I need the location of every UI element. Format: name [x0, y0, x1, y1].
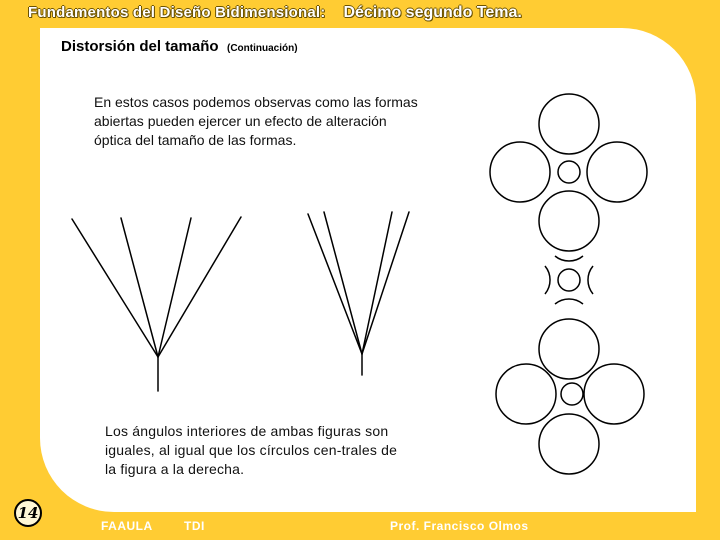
slide-title-note: (Continuación) — [226, 43, 298, 54]
footer-professor: Prof. Francisco Olmos — [390, 519, 529, 533]
arcs-figure-middle — [545, 256, 593, 304]
open-angle-figure-narrow — [308, 212, 409, 375]
circles-figure-top — [490, 94, 647, 251]
slide-title-main: Distorsión del tamaño — [61, 38, 219, 55]
footer-dept: TDI — [184, 519, 205, 533]
course-title: Fundamentos del Diseño Bidimensional: — [28, 4, 326, 21]
page-number-badge: 14 — [14, 499, 42, 527]
circles-figure-bottom — [496, 319, 644, 474]
open-angle-figure-wide — [72, 217, 241, 391]
footer-org: FAAULA — [101, 519, 153, 533]
topic-title: Décimo segundo Tema. — [343, 4, 522, 21]
conclusion-paragraph: Los ángulos interiores de ambas figuras son iguales, al igual que los círculos cen-trales de la figura a la derecha. — [105, 423, 398, 477]
intro-paragraph: En estos casos podemos observas como las formas abiertas pueden ejercer un efecto de alteración óptica del tamaño de las formas. — [94, 94, 418, 148]
